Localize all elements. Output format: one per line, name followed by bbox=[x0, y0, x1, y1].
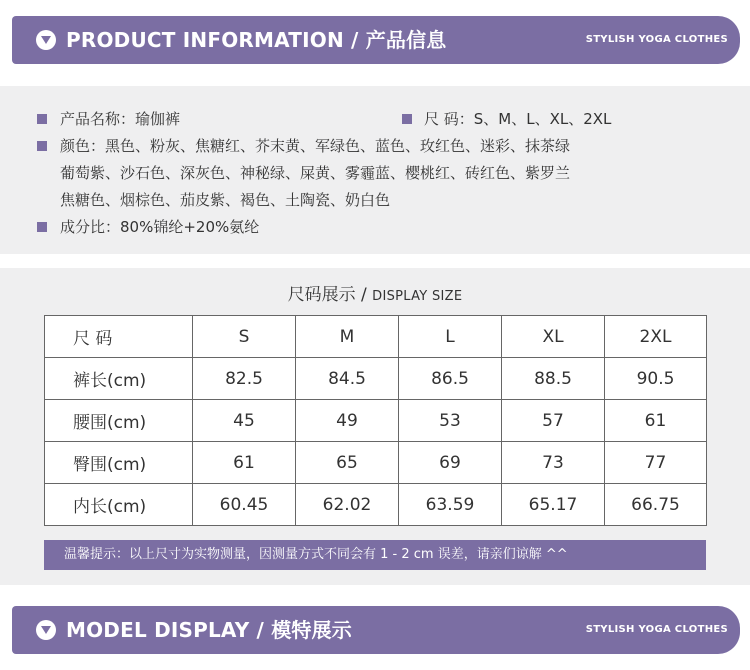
table-row bbox=[45, 400, 707, 442]
bullet-square bbox=[37, 114, 47, 124]
bullet-square bbox=[402, 114, 412, 124]
table-cell: 69 bbox=[399, 442, 502, 484]
table-header-cell: XL bbox=[502, 316, 605, 358]
size-table bbox=[44, 315, 707, 526]
table-cell: 90.5 bbox=[605, 358, 707, 400]
table-cell: 57 bbox=[502, 400, 605, 442]
measurement-notice: 温馨提示：以上尺寸为实物测量，因测量方式不同会有 1 - 2 cm 误差，请亲们谅解 ^^ bbox=[44, 540, 706, 570]
table-cell: 63.59 bbox=[399, 484, 502, 526]
table-cell: 裤长(cm) bbox=[45, 358, 193, 400]
table-cell: 77 bbox=[605, 442, 707, 484]
product-colors-line-1: 颜色：黑色、粉灰、焦糖红、芥末黄、军绿色、蓝色、玫红色、迷彩、抹茶绿 bbox=[60, 137, 571, 155]
table-cell: 53 bbox=[399, 400, 502, 442]
table-header-cell: S bbox=[193, 316, 296, 358]
table-cell: 61 bbox=[605, 400, 707, 442]
table-cell: 65.17 bbox=[502, 484, 605, 526]
size-section-title bbox=[0, 280, 750, 305]
table-cell: 臀围(cm) bbox=[45, 442, 193, 484]
table-cell: 61 bbox=[193, 442, 296, 484]
table-row bbox=[45, 358, 707, 400]
table-cell: 65 bbox=[296, 442, 399, 484]
chevron-down-icon bbox=[36, 620, 56, 640]
banner-tag: STYLISH YOGA CLOTHES bbox=[585, 624, 728, 635]
table-cell: 内长(cm) bbox=[45, 484, 193, 526]
table-row bbox=[45, 442, 707, 484]
table-header-cell: M bbox=[296, 316, 399, 358]
table-cell: 73 bbox=[502, 442, 605, 484]
bullet-square bbox=[37, 222, 47, 232]
chevron-down-icon bbox=[36, 30, 56, 50]
table-cell: 88.5 bbox=[502, 358, 605, 400]
product-name: 产品名称：瑜伽裤 bbox=[60, 110, 181, 128]
table-cell: 84.5 bbox=[296, 358, 399, 400]
model-display-banner bbox=[12, 606, 740, 654]
bullet-square bbox=[37, 141, 47, 151]
size-title-en: DISPLAY SIZE bbox=[372, 289, 463, 304]
product-sizes: 尺 码：S、M、L、XL、2XL bbox=[424, 110, 612, 128]
table-cell: 66.75 bbox=[605, 484, 707, 526]
table-cell: 49 bbox=[296, 400, 399, 442]
size-title-cn: 尺码展示 / bbox=[287, 285, 373, 305]
banner-title: MODEL DISPLAY / 模特展示 bbox=[66, 618, 353, 642]
table-cell: 86.5 bbox=[399, 358, 502, 400]
table-cell: 腰围(cm) bbox=[45, 400, 193, 442]
product-info-banner bbox=[12, 16, 740, 64]
product-colors-line-2: 葡萄紫、沙石色、深灰色、神秘绿、屎黄、雾霾蓝、樱桃红、砖红色、紫罗兰 bbox=[60, 164, 571, 182]
banner-tag: STYLISH YOGA CLOTHES bbox=[585, 34, 728, 45]
table-cell: 60.45 bbox=[193, 484, 296, 526]
table-header-row bbox=[45, 316, 707, 358]
table-cell: 62.02 bbox=[296, 484, 399, 526]
table-row bbox=[45, 484, 707, 526]
table-cell: 82.5 bbox=[193, 358, 296, 400]
table-header-cell: 2XL bbox=[605, 316, 707, 358]
product-colors-line-3: 焦糖色、烟棕色、茄皮紫、褐色、土陶瓷、奶白色 bbox=[60, 191, 391, 209]
table-header-cell: 尺 码 bbox=[45, 316, 193, 358]
table-header-cell: L bbox=[399, 316, 502, 358]
table-cell: 45 bbox=[193, 400, 296, 442]
product-composition: 成分比：80%锦纶+20%氨纶 bbox=[60, 218, 260, 236]
banner-title: PRODUCT INFORMATION / 产品信息 bbox=[66, 28, 447, 52]
